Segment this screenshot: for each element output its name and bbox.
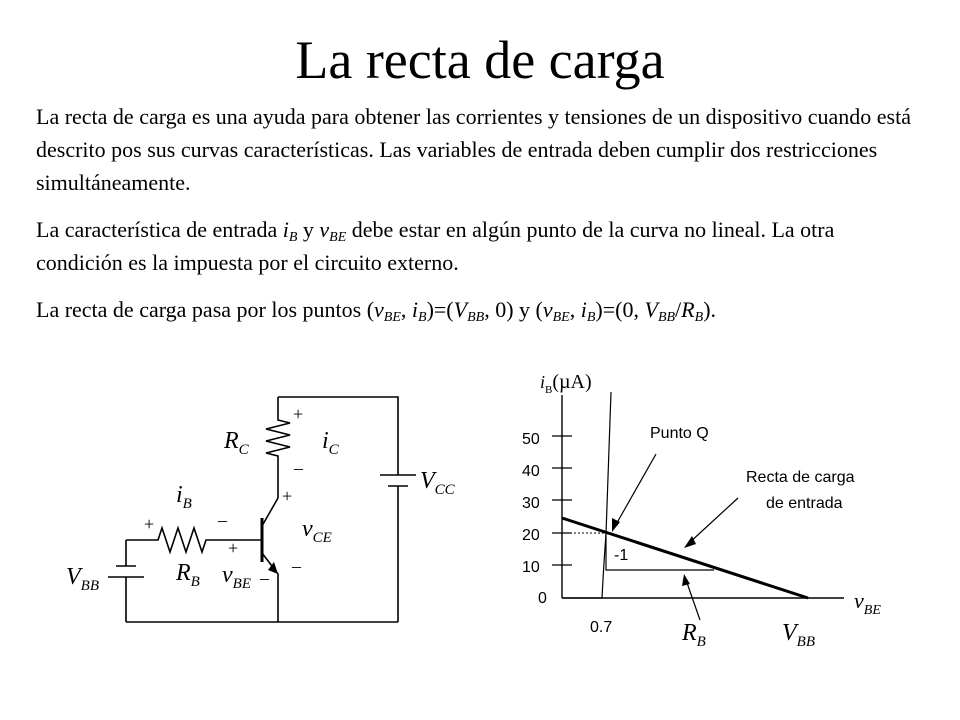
punto-q-pointer — [614, 454, 656, 528]
p3-V2s: BB — [657, 310, 676, 325]
ib-label: $i_B$ — [176, 482, 192, 512]
p3-end2: ). — [703, 297, 717, 322]
punto-q-label: Punto Q — [650, 425, 709, 442]
rb-minus-sign: – — [218, 510, 227, 530]
rb-graph-label: $R_B$ — [682, 620, 706, 650]
rb-label: $R_B$ — [176, 560, 200, 590]
vbb-label: $V_{BB}$ — [66, 564, 99, 594]
slope-label: -1 — [614, 547, 629, 564]
vbe-minus-sign: – — [260, 568, 269, 588]
recta-pointer — [688, 498, 738, 544]
y-tick-10: 10 — [522, 559, 540, 576]
p3-v1: v — [374, 297, 384, 322]
p2-vbe: v — [319, 217, 330, 242]
paragraph-intro: La recta de carga es una ayuda para obtener las corrientes y tensiones de un dispositivo cuando está descrito pos sus curvas características. Las variables de entrada deben cumplir dos restricciones simultáneamente. — [36, 104, 911, 195]
input-characteristic-curve — [562, 392, 611, 598]
y-tick-30: 30 — [522, 495, 540, 512]
p3-a: La recta de carga pasa por los puntos ( — [36, 297, 375, 322]
page-title: La recta de carga — [295, 30, 665, 90]
p3-V1s: BB — [467, 310, 485, 325]
p3-i1: i — [411, 297, 419, 322]
vbe-label: $v_{BE}$ — [222, 562, 251, 592]
rb-pointer — [686, 580, 700, 620]
vbe-plus-sign: + — [228, 538, 239, 558]
vcc-label: $V_{CC}$ — [420, 468, 455, 498]
vce-minus-sign: – — [292, 556, 301, 576]
y-axis-label: $i_B(\mu A)$ — [540, 371, 592, 396]
p3-i2: i — [580, 297, 587, 322]
rc-label: $R_C$ — [224, 428, 249, 458]
y-tick-0: 0 — [538, 590, 547, 607]
p2-text-a: La característica de entrada — [36, 217, 283, 242]
vce-plus-sign: + — [282, 486, 293, 506]
y-tick-20: 20 — [522, 527, 540, 544]
p3-c2: , — [569, 297, 581, 322]
p3-R: R — [681, 297, 695, 322]
ic-label: $i_C$ — [322, 428, 339, 458]
y-tick-50: 50 — [522, 431, 540, 448]
recta-label-line1: Recta de carga — [746, 469, 855, 486]
p2-vbe-sub: BE — [329, 230, 347, 245]
rb-plus-sign: + — [144, 514, 155, 534]
p3-eq2: )=(0, — [595, 297, 645, 322]
p2-ib: i — [282, 217, 289, 242]
p2-text-b: y — [297, 217, 320, 242]
rc-minus-sign: – — [294, 458, 303, 478]
vce-label: $v_{CE}$ — [302, 516, 332, 546]
p3-v2: v — [542, 297, 553, 322]
rb-arrowhead-icon — [682, 574, 690, 586]
p2-ib-sub: B — [288, 230, 298, 245]
x-axis-label: $v_{BE}$ — [854, 588, 881, 618]
y-tick-40: 40 — [522, 463, 540, 480]
rc-plus-sign: + — [293, 404, 304, 424]
vbb-graph-label: $V_{BB}$ — [782, 620, 815, 650]
p3-V2: V — [644, 297, 658, 322]
p3-V1: V — [453, 297, 468, 322]
p3-c1: , — [400, 297, 412, 322]
p3-v2s: BE — [552, 310, 570, 325]
p3-i1s: B — [418, 310, 427, 325]
p3-slash: / — [675, 297, 682, 322]
load-line — [562, 518, 808, 598]
p3-i2s: B — [586, 310, 596, 325]
p3-end1: , 0) y ( — [484, 297, 543, 322]
p3-eq1: )=( — [426, 297, 454, 322]
p3-v1s: BE — [383, 310, 401, 325]
p3-Rs: B — [694, 310, 704, 325]
p2-text-c: debe estar en algún punto de la curva no lineal. La otra condición es la impuesta por el circuito externo. — [36, 217, 835, 275]
x-tick-07: 0.7 — [590, 619, 613, 636]
recta-label-line2: de entrada — [766, 495, 843, 512]
